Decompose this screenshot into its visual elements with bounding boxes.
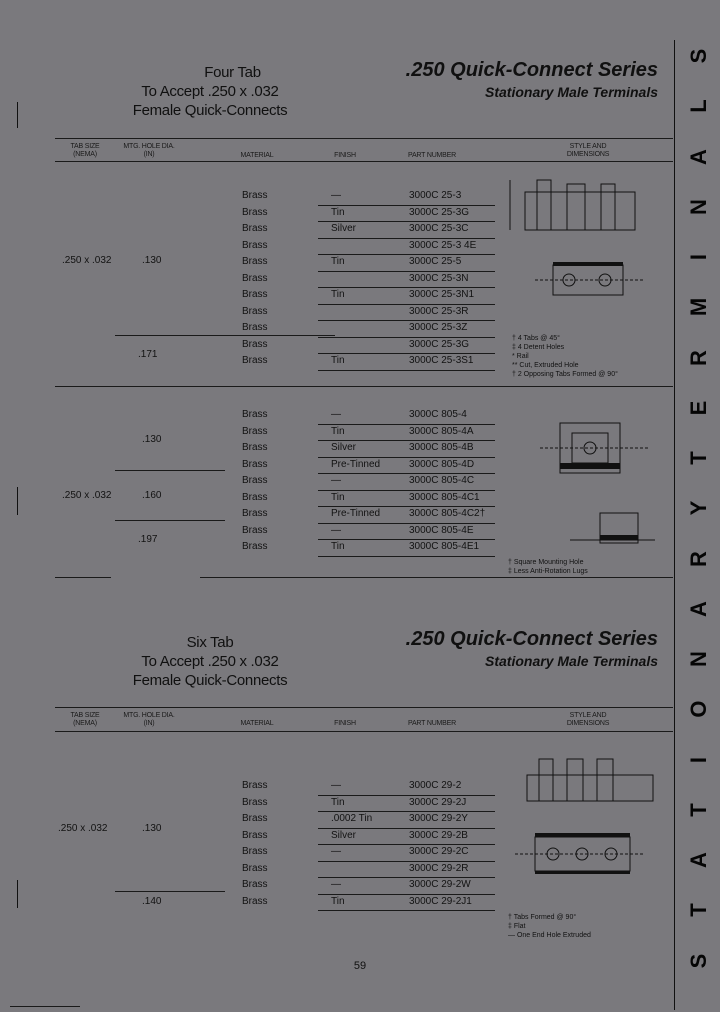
table-top-rule [55, 707, 673, 708]
hole-dia-cell: .140 [142, 896, 162, 907]
table-top-rule [55, 138, 673, 139]
six-tab-title [110, 633, 310, 690]
row-rule [318, 440, 495, 441]
header-mtg-hole: MTG. HOLE DIA. (IN) [123, 143, 175, 158]
footnote: — One End Hole Extruded [508, 932, 591, 939]
row-rule [318, 424, 495, 425]
group-rule [115, 335, 335, 336]
header-rule [55, 161, 673, 162]
part-number-cell: 3000C 25-3G [409, 338, 470, 350]
terminal-drawing-c [505, 745, 675, 910]
sidebar-letter: L [686, 99, 711, 113]
four-tab-title [110, 63, 310, 120]
row-rule [318, 287, 495, 288]
part-number-cell: 3000C 25-5 [409, 256, 462, 267]
finish-cell: .0002 Tin [331, 813, 373, 824]
material-cell: Brass [242, 491, 268, 503]
part-number-cell: 3000C 805-4E1 [409, 541, 480, 552]
terminal-drawing-a [505, 170, 675, 385]
finish-cell: Tin [331, 206, 345, 218]
tab-size-cell: .250 x .032 [62, 490, 112, 501]
row-rule [318, 254, 495, 255]
part-number-cell: 3000C 25-3R [409, 305, 469, 317]
row-rule [318, 221, 495, 222]
part-number-cell: 3000C 805-4A [409, 425, 474, 437]
sidebar-letter: O [686, 700, 711, 718]
header-rule [55, 731, 673, 732]
footnote: ‡ Less Anti-Rotation Lugs [508, 568, 588, 575]
row-rule [318, 828, 495, 829]
page-number: 59 [353, 960, 367, 972]
finish-cell: Silver [331, 223, 357, 234]
hole-dia-cell: .130 [142, 255, 162, 266]
bottom-rule [55, 577, 111, 578]
material-cell: Brass [242, 256, 268, 267]
header-material: MATERIAL [240, 152, 274, 159]
part-number-cell: 3000C 29-2R [409, 862, 469, 874]
sidebar-letter: R [686, 349, 711, 366]
series-title: .250 Quick-Connect Series [405, 59, 658, 81]
tab-size-cell: .250 x .032 [58, 823, 108, 834]
part-number-cell: 3000C 29-2J [409, 796, 467, 808]
hole-dia-cell: .130 [142, 434, 162, 445]
finish-cell: Tin [331, 491, 345, 503]
material-cell: Brass [242, 780, 268, 791]
finish-cell: Tin [331, 355, 345, 366]
row-rule [318, 457, 495, 458]
part-number-cell: 3000C 805-4C2† [409, 508, 486, 519]
part-number-cell: 3000C 29-2C [409, 846, 469, 857]
part-number-cell: 3000C 805-4E [409, 524, 474, 536]
row-rule [318, 271, 495, 272]
margin-bar [17, 102, 18, 128]
part-number-cell: 3000C 25-3 4E [409, 239, 477, 251]
row-rule [318, 337, 495, 338]
row-rule [318, 506, 495, 507]
title-line-3: Female Quick-Connects [132, 672, 288, 689]
title-line-1: Six Tab [186, 634, 234, 651]
hole-dia-cell: .197 [138, 534, 158, 545]
part-number-cell: 3000C 805-4C1 [409, 491, 480, 503]
title-line-2: To Accept .250 x .032 [141, 83, 279, 100]
header-style: STYLE AND DIMENSIONS [566, 143, 610, 158]
footer-rule [10, 1006, 80, 1007]
terminal-drawing-b [530, 395, 670, 570]
finish-cell: Silver [331, 442, 357, 453]
part-number-cell: 3000C 25-3N [409, 272, 469, 284]
title-line-2: To Accept .250 x .032 [141, 653, 279, 670]
row-rule [318, 844, 495, 845]
finish-cell: Tin [331, 796, 345, 808]
material-cell: Brass [242, 895, 268, 907]
footnote: † Tabs Formed @ 90° [508, 914, 577, 921]
finish-cell: — [331, 879, 341, 890]
material-cell: Brass [242, 338, 268, 350]
finish-cell: Tin [331, 895, 345, 907]
sidebar-letter: T [686, 803, 711, 817]
footnote: † 2 Opposing Tabs Formed @ 90° [512, 371, 618, 378]
sidebar-letter: A [686, 600, 711, 617]
finish-cell: — [331, 524, 341, 536]
stationary-terminals-sidebar [678, 0, 720, 1012]
material-cell: Brass [242, 272, 268, 284]
material-cell: Brass [242, 206, 268, 218]
sidebar-letter: A [686, 852, 711, 869]
footnote: * Rail [512, 353, 529, 360]
row-rule [318, 320, 495, 321]
series-heading [406, 627, 658, 671]
series-subtitle: Stationary Male Terminals [485, 653, 658, 669]
finish-cell: Tin [331, 289, 345, 300]
finish-cell: — [331, 190, 341, 201]
row-rule [318, 473, 495, 474]
material-cell: Brass [242, 524, 268, 536]
part-number-cell: 3000C 25-3S1 [409, 355, 474, 366]
material-cell: Brass [242, 862, 268, 874]
header-finish: FINISH [334, 720, 356, 727]
series-title: .250 Quick-Connect Series [405, 628, 658, 650]
part-number-cell: 3000C 25-3G [409, 206, 470, 218]
row-rule [318, 811, 495, 812]
material-cell: Brass [242, 425, 268, 437]
row-rule [318, 910, 495, 911]
sidebar-letter: S [686, 953, 711, 969]
part-number-cell: 3000C 805-4B [409, 442, 474, 453]
hole-dia-cell: .160 [142, 490, 162, 501]
row-rule [318, 523, 495, 524]
header-tab-size: TAB SIZE (NEMA) [70, 712, 100, 727]
finish-cell: — [331, 780, 341, 791]
sidebar-letter: A [686, 148, 711, 165]
header-finish: FINISH [334, 152, 356, 159]
part-number-cell: 3000C 25-3C [409, 223, 469, 234]
row-rule [318, 490, 495, 491]
finish-cell: — [331, 846, 341, 857]
row-rule [318, 795, 495, 796]
finish-cell: Tin [331, 541, 345, 552]
material-cell: Brass [242, 442, 268, 453]
row-rule [318, 556, 495, 557]
sidebar-letter: E [686, 400, 711, 416]
header-material: MATERIAL [240, 720, 274, 727]
footnote: † 4 Tabs @ 45° [512, 335, 560, 342]
finish-cell: — [331, 475, 341, 486]
material-cell: Brass [242, 813, 268, 824]
sidebar-letter: T [686, 451, 711, 465]
margin-bar [17, 880, 18, 908]
sidebar-letter: R [686, 550, 711, 567]
finish-cell: Pre-Tinned [331, 508, 381, 519]
group-rule [115, 470, 225, 471]
sidebar-letter: N [686, 198, 711, 215]
section-rule [55, 386, 673, 387]
material-cell: Brass [242, 223, 268, 234]
header-part-number: PART NUMBER [408, 720, 456, 727]
row-rule [318, 238, 495, 239]
material-cell: Brass [242, 239, 268, 251]
row-rule [318, 539, 495, 540]
material-cell: Brass [242, 289, 268, 300]
tab-size-cell: .250 x .032 [62, 255, 112, 266]
part-number-cell: 3000C 805-4D [409, 458, 475, 470]
material-cell: Brass [242, 796, 268, 808]
sidebar-letter: I [686, 756, 711, 763]
sidebar-letter: Y [686, 501, 711, 516]
sidebar-letter: I [686, 253, 711, 261]
material-cell: Brass [242, 829, 268, 841]
title-line-3: Female Quick-Connects [132, 102, 288, 119]
material-cell: Brass [242, 475, 268, 486]
sidebar-letter: S [686, 48, 711, 64]
title-line-1: Four Tab [204, 64, 261, 81]
sidebar-letter: T [686, 903, 711, 918]
row-rule [318, 894, 495, 895]
material-cell: Brass [242, 355, 268, 366]
part-number-cell: 3000C 25-3 [409, 190, 462, 201]
material-cell: Brass [242, 322, 268, 333]
part-number-cell: 3000C 25-3Z [409, 322, 468, 333]
part-number-cell: 3000C 29-2 [409, 780, 462, 791]
group-rule [115, 520, 225, 521]
header-part-number: PART NUMBER [408, 152, 456, 159]
material-cell: Brass [242, 541, 268, 552]
material-cell: Brass [242, 409, 268, 420]
margin-bar [17, 487, 18, 515]
finish-cell: Silver [331, 829, 357, 841]
row-rule [318, 877, 495, 878]
group-rule [115, 891, 225, 892]
material-cell: Brass [242, 190, 268, 201]
row-rule [318, 353, 495, 354]
series-heading [406, 58, 658, 102]
hole-dia-cell: .171 [138, 349, 158, 360]
finish-cell: — [331, 409, 341, 420]
material-cell: Brass [242, 305, 268, 317]
row-rule [318, 304, 495, 305]
row-rule [318, 370, 495, 371]
part-number-cell: 3000C 805-4C [409, 475, 475, 486]
material-cell: Brass [242, 846, 268, 857]
bottom-rule [200, 577, 673, 578]
hole-dia-cell: .130 [142, 823, 162, 834]
footnote: † Square Mounting Hole [508, 559, 584, 566]
part-number-cell: 3000C 29-2B [409, 829, 468, 841]
sidebar-letter: N [686, 651, 711, 668]
part-number-cell: 3000C 29-2J1 [409, 895, 472, 907]
footnote: ** Cut, Extruded Hole [512, 362, 579, 369]
header-style: STYLE AND DIMENSIONS [566, 712, 610, 727]
finish-cell: Tin [331, 425, 345, 437]
row-rule [318, 861, 495, 862]
material-cell: Brass [242, 879, 268, 890]
footnote: ‡ 4 Detent Holes [512, 344, 565, 351]
series-subtitle: Stationary Male Terminals [485, 84, 658, 100]
material-cell: Brass [242, 508, 268, 519]
material-cell: Brass [242, 458, 268, 470]
footnote: ‡ Flat [508, 923, 526, 930]
finish-cell: Tin [331, 256, 345, 267]
header-mtg-hole: MTG. HOLE DIA. (IN) [123, 712, 175, 727]
part-number-cell: 3000C 805-4 [409, 409, 467, 420]
sidebar-letter: M [686, 298, 711, 317]
part-number-cell: 3000C 25-3N1 [409, 289, 475, 300]
row-rule [318, 205, 495, 206]
part-number-cell: 3000C 29-2W [409, 879, 471, 890]
header-tab-size: TAB SIZE (NEMA) [70, 143, 100, 158]
finish-cell: Pre-Tinned [331, 458, 381, 470]
part-number-cell: 3000C 29-2Y [409, 813, 468, 824]
